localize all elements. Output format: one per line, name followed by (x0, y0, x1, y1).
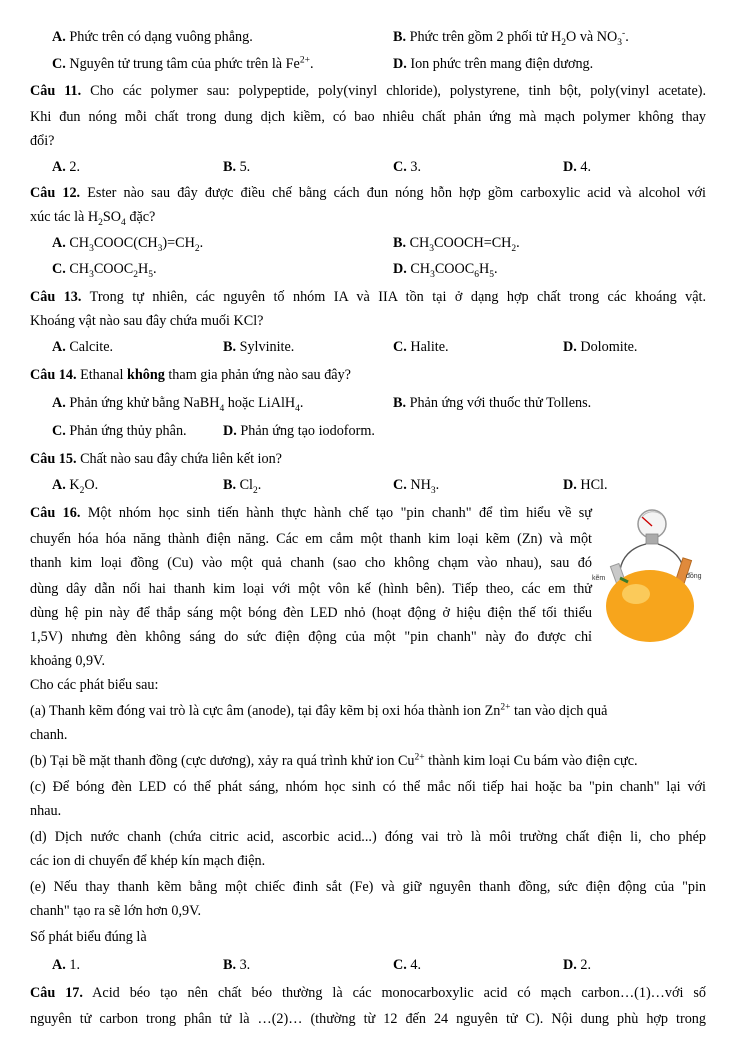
q11-option-c: C. 3. (393, 159, 421, 175)
q13-option-b: B. Sylvinite. (223, 339, 295, 355)
voltmeter-icon (638, 510, 666, 544)
q14-line-1: Câu 14. Ethanal không tham gia phản ứng nào sau đây? (30, 367, 351, 383)
q16-statement-d-1: (d) Dịch nước chanh (chứa citric acid, ascorbic acid...) đóng vai trò là môi trường chất điện li, cho phép (30, 829, 706, 845)
q16-intro: Cho các phát biểu sau: (30, 677, 159, 693)
q13-option-c: C. Halite. (393, 339, 449, 355)
q16-statement-a-1: (a) Thanh kẽm đóng vai trò là cực âm (anode), tại đây kẽm bị oxi hóa thành ion $Zn^{2+}$ tan vào dịch quả (30, 702, 608, 719)
q16-line-6: 1,5V) nhưng đèn không sáng do sức điện động của một "pin chanh" này đo được chỉ (30, 629, 592, 645)
q11-option-d: D. 4. (563, 159, 591, 175)
top-option-b: B. Phức trên gồm 2 phối tử $H_2O$ và $NO_3^-$. (393, 28, 629, 48)
q16-option-c: C. 4. (393, 957, 421, 973)
q16-line-4: dùng dây dẫn nối hai thanh kim loại với một vôn kế (hình bên). Tiếp theo, các em thử (30, 581, 592, 597)
q13-line-2: Khoáng vật nào sau đây chứa muối KCl? (30, 313, 264, 329)
q12-line-2: xúc tác là $H_2SO_4$ đặc? (30, 209, 156, 228)
q12-option-c: C. $CH_3COOC_2H_5$. (52, 261, 157, 280)
q15-option-d: D. HCl. (563, 477, 608, 493)
q17-line-2: nguyên tử carbon trong phân tử là …(2)… (thường từ 12 đến 24 nguyên tử C). Nội dung phù hợp trong (30, 1011, 706, 1027)
q12-option-d: D. $CH_3COOC_6H_5$. (393, 261, 498, 280)
zinc-label: kẽm (592, 575, 606, 582)
q15-line-1: Câu 15. Chất nào sau đây chứa liên kết ion? (30, 451, 282, 467)
top-option-a: A. Phức trên có dạng vuông phẳng. (52, 29, 253, 45)
top-option-d: D. Ion phức trên mang điện dương. (393, 56, 594, 72)
q16-ask: Số phát biểu đúng là (30, 929, 147, 945)
q14-option-a: A. Phản ứng khử bằng NaBH$_4$ hoặc LiAlH$_4$. (52, 395, 304, 414)
q15-option-c: C. $NH_3$. (393, 477, 440, 496)
wire-right (658, 544, 682, 564)
q11-line-3: đổi? (30, 133, 55, 149)
q13-option-a: A. Calcite. (52, 339, 114, 355)
q11-option-b: B. 5. (223, 159, 251, 175)
q14-option-c: C. Phản ứng thủy phân. (52, 423, 187, 439)
q11-line-1: Câu 11. Cho các polymer sau: polypeptide, poly(vinyl chloride), polystyrene, tinh bột, poly(vinyl acetate). (30, 83, 707, 99)
q16-statement-c-2: nhau. (30, 803, 62, 819)
q11-line-2: Khi đun nóng mỗi chất trong dung dịch kiềm, có bao nhiêu chất phản ứng mà mạch polymer không thay (30, 109, 706, 125)
lemon-fruit (606, 570, 694, 642)
q16-line-7: khoảng 0,9V. (30, 653, 106, 669)
q16-statement-d-2: các ion di chuyển để khép kín mạch điện. (30, 853, 266, 869)
q13-line-1: Câu 13. Trong tự nhiên, các nguyên tố nhóm IA và IIA tồn tại ở dạng hợp chất trong các khoáng vật. (30, 289, 706, 305)
q16-statement-e-2: chanh" tạo ra sẽ lớn hơn 0,9V. (30, 903, 202, 919)
q16-statement-c-1: (c) Để bóng đèn LED có thể phát sáng, nhóm học sinh có thể mắc nối tiếp hai hoặc ba "pin chanh" lại với (30, 779, 706, 795)
q16-statement-b: (b) Tại bề mặt thanh đồng (cực dương), xảy ra quá trình khử ion $Cu^{2+}$ thành kim loại Cu bám vào điện cực. (30, 752, 638, 769)
top-option-c: C. Nguyên tử trung tâm của phức trên là $Fe^{2+}$. (52, 55, 314, 72)
q16-option-d: D. 2. (563, 957, 591, 973)
q15-option-b: B. $Cl_2$. (223, 477, 262, 496)
q16-option-b: B. 3. (223, 957, 251, 973)
copper-label: đồng (686, 573, 702, 580)
lemon-battery-figure (590, 508, 710, 644)
q12-option-a: A. $CH_3COOC(CH_3)=CH_2$. (52, 235, 204, 254)
q17-line-1: Câu 17. Acid béo tạo nên chất béo thường là các monocarboxylic acid có mạch carbon…(1)…với số (30, 985, 707, 1001)
q15-option-a: A. $K_2O$. (52, 477, 99, 496)
q11-option-a: A. 2. (52, 159, 80, 175)
q16-line-3: thanh kim loại đồng (Cu) vào một quả chanh (sao cho không chạm vào nhau), sau đó (30, 555, 592, 571)
q16-statement-a-2: chanh. (30, 727, 68, 743)
q12-option-b: B. $CH_3COOCH=CH_2$. (393, 235, 520, 254)
q16-option-a: A. 1. (52, 957, 80, 973)
q14-option-d: D. Phản ứng tạo iodoform. (223, 423, 375, 439)
q16-statement-e-1: (e) Nếu thay thanh kẽm bằng một chiếc đinh sắt (Fe) và giữ nguyên thanh đồng, sức điện động của "pin (30, 879, 706, 895)
q13-option-d: D. Dolomite. (563, 339, 638, 355)
wire-left (620, 544, 646, 570)
q16-line-2: chuyển hóa hóa năng thành điện năng. Các em cắm một thanh kim loại kẽm (Zn) và một (30, 531, 592, 547)
q12-line-1: Câu 12. Ester nào sau đây được điều chế bằng cách đun nóng hỗn hợp gồm carboxylic acid và alcohol với (30, 185, 707, 201)
q14-option-b: B. Phản ứng với thuốc thử Tollens. (393, 395, 592, 411)
q16-line-5: dùng hệ pin này để thắp sáng một bóng đèn LED nhỏ (hoạt động ở hiệu điện thế tối thiểu (30, 605, 592, 621)
q16-line-1: Câu 16. Một nhóm học sinh tiến hành thực hành chế tạo "pin chanh" để tìm hiểu về sự (30, 505, 592, 521)
